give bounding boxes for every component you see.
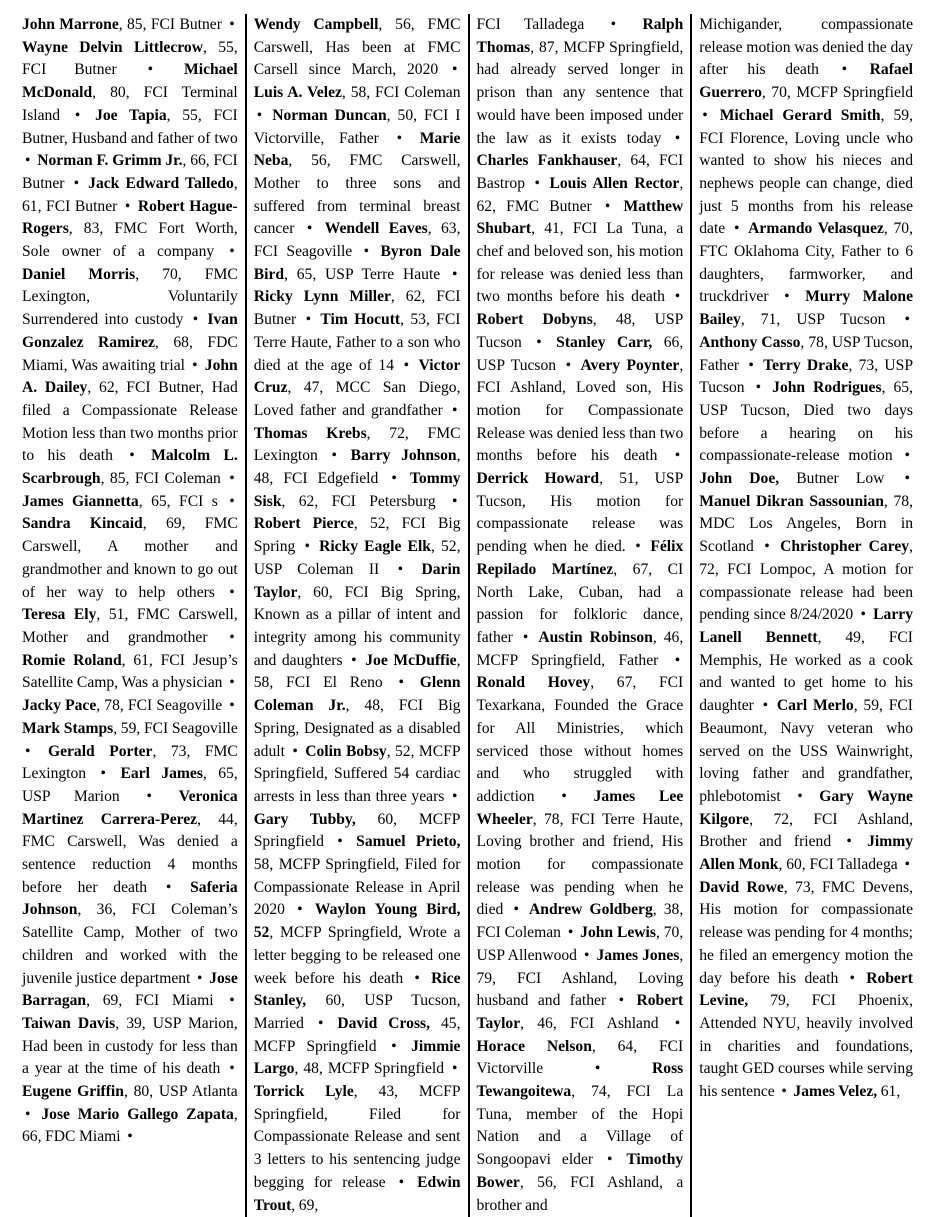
entry-name: Andrew Goldberg xyxy=(529,901,653,919)
entry-detail: , 65, USP Tucson, Died two days before a hearing on his compassionate-release motion xyxy=(699,379,913,465)
entry-detail: 45, MCFP Springfield xyxy=(253,1014,461,1055)
memorial-entry xyxy=(22,1015,238,1077)
entry-name: Earl James xyxy=(120,765,203,783)
entry-name: Ross Tewangoitewa xyxy=(476,1060,684,1101)
entry-detail: , 72, FCI Lompoc, A motion for compassionate release had been pending since 8/24/2020 xyxy=(699,538,913,624)
entry-detail: , 50, FCI I Victorville, Father xyxy=(253,106,461,147)
entry-detail: , 73, FMC Devens, His motion for compassionate release was pending for 4 months; he filed an emergency motion the day before his death xyxy=(699,878,913,987)
entry-detail: , 53, FCI Terre Haute, Father to a son who died at the age of 14 xyxy=(253,311,461,374)
memorial-entry xyxy=(22,720,238,737)
bullet-separator: • xyxy=(452,492,458,510)
entry-detail: , 67, CI North Lake, Cuban, had a passion for folkloric dance, father xyxy=(476,560,684,646)
entry-name: John Rodrigues xyxy=(772,379,882,397)
entry-detail: , 80, USP Atlanta xyxy=(123,1083,238,1101)
bullet-separator: • xyxy=(351,651,357,669)
bullet-separator: • xyxy=(610,16,617,33)
bullet-separator: • xyxy=(391,470,397,488)
text-column-4 xyxy=(690,14,913,1217)
entry-name: Matthew Shubart xyxy=(476,197,684,238)
entry-name: Carl Merlo xyxy=(776,697,854,715)
bullet-separator: • xyxy=(452,1060,458,1078)
bullet-separator: • xyxy=(124,197,131,215)
entry-detail: , 69, FMC Carswell, A mother and grandmother and known to go out of her way to help others xyxy=(22,515,238,601)
entry-detail: Michigander, compassionate release motion was denied the day after his death xyxy=(699,16,913,79)
entry-detail: , 64, FCI Victorville xyxy=(476,1037,684,1078)
entry-name: Murry Malone Bailey xyxy=(699,288,913,329)
entry-detail: , 64, FCI Bastrop xyxy=(476,152,684,192)
bullet-separator: • xyxy=(403,356,410,374)
bullet-separator: • xyxy=(305,311,312,329)
entry-detail: , 59, FCI Seagoville xyxy=(113,719,238,737)
entry-name: Sandra Kincaid xyxy=(22,515,143,533)
memorial-entry xyxy=(477,16,585,33)
memorial-entry xyxy=(699,107,913,238)
bullet-separator: • xyxy=(565,356,572,374)
entry-detail: 58, MCFP Springfield, Filed for Compassionate Release in April 2020 xyxy=(253,856,461,919)
bullet-separator: • xyxy=(674,447,681,465)
entry-name: David Cross, xyxy=(337,1014,430,1032)
entry-detail: , 65, USP Marion xyxy=(22,765,238,805)
entry-name: Horace Nelson xyxy=(476,1037,592,1055)
memorial-entry xyxy=(22,16,222,33)
entry-name: Rice Stanley, xyxy=(253,969,461,1010)
bullet-separator: • xyxy=(337,833,343,851)
entry-name: Charles Fankhauser xyxy=(476,152,618,170)
entry-name: Austin Robinson xyxy=(538,628,653,646)
entry-detail: , MCFP Springfield, Wrote a letter begging to be released one week before his death xyxy=(253,924,461,987)
memorial-entry xyxy=(22,515,238,600)
entry-name: Joe McDuffie xyxy=(365,651,457,669)
entry-detail: , 38, FCI Coleman xyxy=(476,901,684,942)
entry-detail: , 59, FCI Florence, Loving uncle who wanted to show his nieces and nephews people can change, died just 5 months from his release date xyxy=(699,106,913,238)
bullet-separator: • xyxy=(192,356,198,374)
entry-name: Waylon Young Bird, 52 xyxy=(253,901,461,942)
entry-detail: 61, xyxy=(877,1083,901,1101)
bullet-separator: • xyxy=(229,583,235,601)
entry-detail: , 63, FCI Seagoville xyxy=(253,220,461,261)
entry-detail: , 61, FCI Butner xyxy=(22,174,238,215)
bullet-separator: • xyxy=(452,265,458,283)
bullet-separator: • xyxy=(229,674,235,692)
bullet-separator: • xyxy=(192,311,199,329)
entry-name: Marie Neba xyxy=(253,129,461,170)
bullet-separator: • xyxy=(306,220,313,238)
entry-detail: , 70, FTC Oklahoma City, Father to 6 daughters, farmworker, and truckdriver xyxy=(699,220,913,306)
entry-detail: , 36, FCI Coleman’s Satellite Camp, Mother of two children and worked with the juvenile justice department xyxy=(22,901,238,987)
entry-name: David Rowe xyxy=(699,878,784,896)
bullet-separator: • xyxy=(147,61,154,79)
bullet-separator: • xyxy=(363,243,370,261)
memorial-entry xyxy=(699,970,913,1101)
bullet-separator: • xyxy=(764,538,770,556)
entry-detail: , 70, MCFP Springfield xyxy=(761,84,913,102)
entry-name: Avery Poynter xyxy=(580,356,680,374)
memorial-entry xyxy=(22,1083,238,1100)
entry-detail: , 51, USP Tucson, His motion for compassionate release was pending when he died. xyxy=(476,470,684,556)
bullet-separator: • xyxy=(674,651,681,669)
entry-detail: , 48, MCFP Springfield xyxy=(294,1060,445,1078)
bullet-separator: • xyxy=(797,787,803,805)
bullet-separator: • xyxy=(748,356,754,374)
entry-name: John Lewis xyxy=(580,924,656,942)
bullet-separator: • xyxy=(25,1105,31,1123)
entry-name: Jose Mario Gallego Zapata xyxy=(41,1105,234,1123)
entry-detail: , 56, FMC Carswell, Has been at FMC Carsell since March, 2020 xyxy=(253,16,461,79)
entry-detail: 66, USP Tucson xyxy=(476,333,684,374)
memorial-entry xyxy=(22,266,238,328)
entry-name: Samuel Prieto, xyxy=(356,833,461,851)
bullet-separator: • xyxy=(781,1083,787,1101)
bullet-separator: • xyxy=(536,333,542,351)
entry-detail: , 62, FCI Butner xyxy=(253,288,461,329)
entry-detail: , 78, FCI Terre Haute, Loving brother and friend, His motion for compassionate release was pending when he died xyxy=(476,810,684,919)
entry-name: Tim Hocutt xyxy=(320,311,401,329)
entry-detail: , 52, FCI Big Spring xyxy=(253,515,461,556)
entry-detail: , 65, USP Terre Haute xyxy=(284,265,441,283)
bullet-separator: • xyxy=(522,628,529,646)
bullet-separator: • xyxy=(849,969,855,987)
entry-detail: , 58, FCI Coleman xyxy=(341,84,461,102)
entry-name: Ricky Eagle Elk xyxy=(319,538,431,556)
entry-detail: , 78, FCI Seagoville xyxy=(96,697,223,715)
bullet-separator: • xyxy=(414,969,420,987)
bullet-separator: • xyxy=(127,1128,133,1146)
entry-detail: , 66, FCI Butner xyxy=(22,152,238,192)
entry-detail: , 56, FCI Ashland, a brother and xyxy=(476,1173,684,1214)
entry-detail: , 48, FCI Edgefield xyxy=(253,447,461,488)
memorial-entry xyxy=(477,788,684,919)
entry-detail: 79, FCI Phoenix, Attended NYU, heavily involved in charities and foundations, taught GED courses while serving his sentence xyxy=(699,992,913,1101)
entry-detail: , 68, FDC Miami, Was awaiting trial xyxy=(22,333,238,374)
entry-name: Robert Dobyns xyxy=(476,311,593,329)
entry-detail: Butner Low xyxy=(779,470,885,488)
bullet-separator: • xyxy=(229,992,235,1010)
bullet-separator: • xyxy=(256,106,263,124)
entry-name: Joe Tapia xyxy=(95,106,167,124)
entry-detail: , 39, USP Marion, Had been in custody for less than a year at the time of his death xyxy=(22,1014,238,1078)
entry-name: Robert Levine, xyxy=(699,969,913,1010)
entry-name: Saferia Johnson xyxy=(22,878,238,919)
bullet-separator: • xyxy=(860,606,866,624)
memorial-entry xyxy=(254,901,461,986)
bullet-separator: • xyxy=(674,129,681,147)
entry-name: Romie Roland xyxy=(22,651,122,669)
bullet-separator: • xyxy=(25,152,31,170)
bullet-separator: • xyxy=(674,288,681,306)
bullet-separator: • xyxy=(229,16,235,33)
entry-name: Wendell Eaves xyxy=(324,220,428,238)
entry-name: Timothy Bower xyxy=(476,1151,684,1191)
entry-name: James Giannetta xyxy=(22,492,139,510)
entry-detail: , 72, FMC Lexington xyxy=(253,424,461,465)
bullet-separator: • xyxy=(317,1014,324,1032)
bullet-separator: • xyxy=(229,492,235,510)
entry-detail: 60, MCFP Springfield xyxy=(253,810,461,851)
bullet-separator: • xyxy=(452,401,458,419)
bullet-separator: • xyxy=(331,447,337,465)
memorial-entry xyxy=(22,697,222,714)
entry-detail: , 62, FMC Butner xyxy=(476,174,684,215)
text-column-2 xyxy=(245,14,468,1217)
entry-detail: , 46, MCFP Springfield, Father xyxy=(476,628,684,669)
entry-name: Wayne Delvin Littlecrow xyxy=(22,38,203,56)
entry-detail: , 44, FMC Carswell, Was denied a sentence reduction 4 months before her death xyxy=(22,810,238,896)
entry-detail: , 80, FCI Terminal Island xyxy=(22,84,238,124)
entry-detail: , 69, xyxy=(291,1196,319,1214)
entry-detail: , 60, FCI Big Spring, Known as a pillar of intent and integrity among his community and daughters xyxy=(253,583,461,669)
entry-detail: , 65, FCI s xyxy=(138,492,218,510)
bullet-separator: • xyxy=(674,1014,681,1032)
entry-detail: , 70, USP Allenwood xyxy=(476,924,684,964)
entry-detail: , 52, USP Coleman II xyxy=(253,538,461,578)
entry-name: Edwin Trout xyxy=(253,1173,461,1214)
entry-name: James Velez, xyxy=(793,1083,878,1101)
entry-name: Byron Dale Bird xyxy=(253,243,461,283)
entry-name: Ricky Lynn Miller xyxy=(253,288,391,306)
bullet-separator: • xyxy=(635,538,641,556)
entry-name: John A. Dailey xyxy=(22,356,238,397)
entry-name: Jimmy Allen Monk xyxy=(699,833,913,874)
bullet-separator: • xyxy=(100,765,107,783)
entry-detail: , 78, USP Tucson, Father xyxy=(699,333,914,374)
bullet-separator: • xyxy=(197,969,203,987)
entry-name: Colin Bobsy xyxy=(305,742,387,760)
bullet-separator: • xyxy=(146,787,152,805)
bullet-separator: • xyxy=(784,288,790,306)
bullet-separator: • xyxy=(396,129,403,147)
bullet-separator: • xyxy=(452,787,458,805)
bullet-separator: • xyxy=(733,220,740,238)
memorial-entry xyxy=(254,16,461,78)
entry-name: James Jones xyxy=(596,946,680,964)
entry-detail: , 72, FCI Ashland, Brother and friend xyxy=(699,810,913,851)
entry-name: Stanley Carr, xyxy=(556,333,653,351)
entry-name: John Doe, xyxy=(699,470,780,488)
entry-detail: , 70, FMC Lexington, Voluntarily Surrendered into custody xyxy=(22,265,238,329)
memorial-entry xyxy=(477,674,684,805)
bullet-separator: • xyxy=(567,924,574,942)
bullet-separator: • xyxy=(229,243,235,261)
entry-detail: , 41, FCI La Tuna, a chef and beloved son, his motion for release was denied less than two months before his death xyxy=(476,220,684,306)
bullet-separator: • xyxy=(904,447,910,465)
bullet-separator: • xyxy=(397,560,404,578)
entry-name: Ivan Gonzalez Ramirez xyxy=(22,311,238,351)
bullet-separator: • xyxy=(73,174,80,192)
entry-name: Norman F. Grimm Jr. xyxy=(37,152,183,170)
entry-name: Glenn Coleman Jr. xyxy=(253,674,461,715)
bullet-separator: • xyxy=(297,901,303,919)
entry-name: Victor Cruz xyxy=(253,356,461,397)
entry-detail: 60, USP Tucson, Married xyxy=(253,992,461,1032)
memorial-entry xyxy=(477,16,684,147)
entry-name: Norman Duncan xyxy=(272,106,387,124)
entry-name: Tommy Sisk xyxy=(253,470,461,510)
entry-detail: , 73, FMC Lexington xyxy=(22,742,238,783)
bullet-separator: • xyxy=(618,992,625,1010)
entry-name: Rafael Guerrero xyxy=(699,61,913,102)
bullet-separator: • xyxy=(25,742,31,760)
bullet-separator: • xyxy=(606,1151,613,1169)
entry-name: James Lee Wheeler xyxy=(476,787,684,828)
entry-detail: , 62, FCI Petersburg xyxy=(281,492,436,510)
bullet-separator: • xyxy=(841,61,848,79)
entry-name: Mark Stamps xyxy=(22,719,114,737)
entry-name: Barry Johnson xyxy=(350,447,457,465)
entry-detail: , 43, MCFP Springfield, Filed for Compassionate Release and sent 3 letters to his sentencing judge begging for release xyxy=(253,1083,461,1191)
entry-name: Michael McDonald xyxy=(22,61,238,102)
bullet-separator: • xyxy=(391,1037,397,1055)
memorial-entry xyxy=(22,606,238,646)
entry-name: Félix Repilado Martínez xyxy=(476,538,684,578)
bullet-separator: • xyxy=(904,470,910,488)
entry-detail: , 74, FCI La Tuna, member of the Hopi Nation and a Village of Songoopavi elder xyxy=(476,1083,684,1169)
entry-name: Jose Barragan xyxy=(22,969,238,1010)
entry-detail: , 67, FCI Texarkana, Founded the Grace for All Ministries, which serviced those without homes and who struggled with addiction xyxy=(476,674,684,805)
entry-name: Michael Gerard Smith xyxy=(719,106,881,124)
entry-detail: , 73, USP Tucson xyxy=(699,356,913,397)
bullet-separator: • xyxy=(846,833,852,851)
bullet-separator: • xyxy=(229,628,235,646)
entry-detail: , 48, USP Tucson xyxy=(476,311,684,351)
entry-name: Robert Hague-Rogers xyxy=(22,197,238,238)
entry-name: Terry Drake xyxy=(763,356,849,374)
bullet-separator: • xyxy=(398,1173,405,1191)
entry-name: Manuel Dikran Sassounian xyxy=(699,492,884,510)
memorial-entry xyxy=(699,470,884,487)
entry-detail: , 55, FCI Butner xyxy=(22,38,238,79)
entry-name: Ronald Hovey xyxy=(476,674,591,692)
bullet-separator: • xyxy=(304,538,310,556)
entry-detail: , 60, FCI Talladega xyxy=(778,856,898,874)
text-column-3 xyxy=(468,14,691,1217)
bullet-separator: • xyxy=(534,174,540,192)
entry-name: Thomas Krebs xyxy=(253,424,367,442)
entry-detail: , 49, FCI Memphis, He worked as a cook and wanted to get home to his daughter xyxy=(699,628,914,715)
bullet-separator: • xyxy=(702,106,708,124)
entry-name: Jack Edward Talledo xyxy=(88,174,234,192)
entry-name: Wendy Campbell xyxy=(253,16,379,33)
entry-name: Teresa Ely xyxy=(22,606,97,624)
entry-detail: , 62, FCI Butner, Had filed a Compassionate Release Motion less than two months prior to his death xyxy=(22,379,238,465)
bullet-separator: • xyxy=(584,946,590,964)
bullet-separator: • xyxy=(904,311,910,329)
entry-name: Gerald Porter xyxy=(47,742,153,760)
entry-detail: , FCI Ashland, Loved son, His motion for Compassionate Release was denied less than two months before his death xyxy=(476,356,684,465)
memorial-entry xyxy=(254,743,461,805)
memorial-entry xyxy=(22,493,218,510)
entry-detail: FCI Talladega xyxy=(476,16,585,33)
bullet-separator: • xyxy=(762,697,769,715)
entry-detail: , 56, FMC Carswell, Mother to three sons and suffered from terminal breast cancer xyxy=(253,152,461,238)
entry-detail: , 59, FCI Beaumont, Navy veteran who served on the USS Wainwright, loving father and grandfather, phlebotomist xyxy=(699,697,913,805)
entry-name: Taiwan Davis xyxy=(22,1014,116,1032)
entry-name: Gary Wayne Kilgore xyxy=(699,787,913,828)
entry-detail: , 66, FDC Miami xyxy=(22,1105,238,1146)
memorial-entry xyxy=(793,1083,900,1100)
entry-name: Veronica Martinez Carrera-Perez xyxy=(22,787,238,828)
entry-name: Torrick Lyle xyxy=(253,1083,354,1101)
bullet-separator: • xyxy=(292,742,298,760)
bullet-separator: • xyxy=(398,674,404,692)
entry-detail: , 79, FCI Ashland, Loving husband and father xyxy=(476,946,684,1010)
entry-name: Gary Tubby, xyxy=(253,810,356,828)
entry-name: Anthony Casso xyxy=(699,333,801,351)
entry-detail: , 69, FCI Miami xyxy=(86,992,214,1010)
entry-detail: , 46, FCI Ashland xyxy=(520,1014,659,1032)
bullet-separator: • xyxy=(129,447,135,465)
bullet-separator: • xyxy=(229,470,235,488)
bullet-separator: • xyxy=(604,197,611,215)
bullet-separator: • xyxy=(74,106,81,124)
entry-name: Derrick Howard xyxy=(476,470,600,488)
entry-detail: , 47, MCC San Diego, Loved father and grandfather xyxy=(253,379,461,419)
bullet-separator: • xyxy=(755,379,762,397)
memorial-entry xyxy=(22,652,238,692)
bullet-separator: • xyxy=(904,856,910,874)
entry-detail: , 61, FCI Jesup’s Satellite Camp, Was a physician xyxy=(22,651,238,692)
bullet-separator: • xyxy=(594,1060,601,1078)
entry-detail: , 78, MDC Los Angeles, Born in Scotland xyxy=(699,492,913,556)
entry-name: Louis Allen Rector xyxy=(549,174,680,192)
entry-name: Ralph Thomas xyxy=(476,16,684,56)
entry-name: Malcolm L. Scarbrough xyxy=(22,447,238,488)
bullet-separator: • xyxy=(165,878,172,896)
entry-detail: , 71, USP Tucson xyxy=(740,311,886,329)
entry-detail: , 87, MCFP Springfield, had already served longer in prison than any sentence that would have been imposed under the law as it exists today xyxy=(476,38,684,147)
entry-detail: , 52, MCFP Springfield, Suffered 54 cardiac arrests in less than three years xyxy=(253,742,461,805)
entry-name: Robert Taylor xyxy=(476,992,684,1032)
entry-detail: , 58, FCI El Reno xyxy=(253,651,461,692)
entry-name: Darin Taylor xyxy=(253,560,461,601)
entry-name: Daniel Morris xyxy=(22,265,136,283)
entry-name: Larry Lanell Bennett xyxy=(699,606,913,646)
entry-name: Armando Velasquez xyxy=(748,220,884,238)
entry-name: Luis A. Velez xyxy=(253,84,342,102)
entry-detail: , 85, FCI Butner xyxy=(118,16,222,33)
entry-name: Jacky Pace xyxy=(22,697,97,715)
text-column-1 xyxy=(22,14,245,1217)
bullet-separator: • xyxy=(229,1060,235,1078)
entry-detail: , 48, FCI Big Spring, Designated as a disabled adult xyxy=(253,697,461,760)
entry-name: John Marrone xyxy=(22,16,119,33)
entry-name: Christopher Carey xyxy=(780,538,910,556)
entry-detail: , 51, FMC Carswell, Mother and grandmother xyxy=(22,606,238,646)
bullet-separator: • xyxy=(513,901,519,919)
entry-detail: , 85, FCI Coleman xyxy=(100,470,221,488)
bullet-separator: • xyxy=(229,697,235,715)
bullet-separator: • xyxy=(561,787,567,805)
entry-name: Eugene Griffin xyxy=(22,1083,124,1101)
memorial-entry xyxy=(254,84,461,101)
entry-detail: , 55, FCI Butner, Husband and father of two xyxy=(22,106,238,147)
entry-detail: , 83, FMC Fort Worth, Sole owner of a company xyxy=(22,220,238,261)
entry-name: Robert Pierce xyxy=(253,515,354,533)
entry-name: Jimmie Largo xyxy=(253,1037,461,1078)
bullet-separator: • xyxy=(452,61,458,79)
